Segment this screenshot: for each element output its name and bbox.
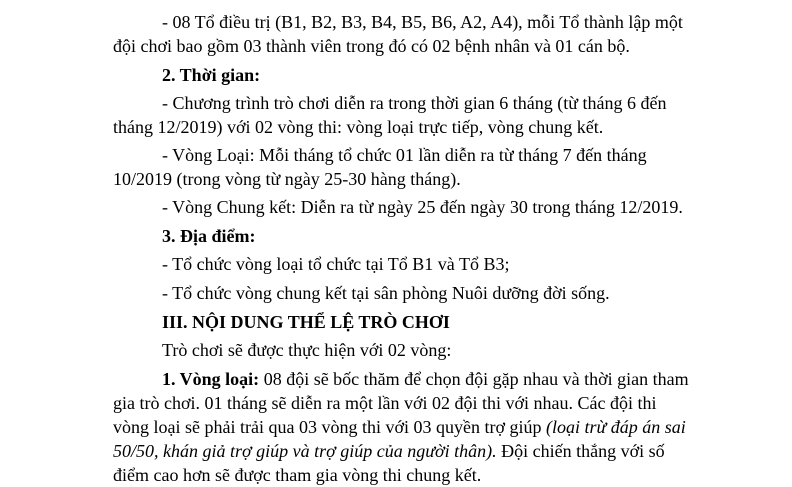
round1-line-3 [113,415,686,439]
heading-rules: III. NỘI DUNG THỂ LỆ TRÒ CHƠI [162,312,450,332]
round1-line-4-text: Đội chiến thắng với số [496,441,665,461]
teams-line-1: - 08 Tổ điều trị (B1, B2, B3, B4, B5, B6, A2, A4), mỗi Tổ thành lập một [162,12,683,32]
round1-label: 1. Vòng loại: [162,369,260,389]
round1-line-1 [162,367,689,391]
round1-line-1-text: 08 đội sẽ bốc thăm để chọn đội gặp nhau và thời gian tham [259,369,689,389]
qualifier-line-2: 10/2019 (trong vòng từ ngày 25-30 hàng tháng). [113,169,461,189]
teams-line-2: đội chơi bao gồm 03 thành viên trong đó có 02 bệnh nhân và 01 cán bộ. [113,36,630,56]
final-round-line: - Vòng Chung kết: Diễn ra từ ngày 25 đến ngày 30 trong tháng 12/2019. [162,197,683,217]
intro-line: Trò chơi sẽ được thực hiện với 02 vòng: [162,340,452,360]
round1-line-4-italic: 50/50, khán giả trợ giúp và trợ giúp của người thân). [113,441,497,461]
qualifier-line-1: - Vòng Loại: Mỗi tháng tổ chức 01 lần diễn ra từ tháng 7 đến tháng [162,145,647,165]
heading-time: 2. Thời gian: [162,65,261,85]
round1-line-4 [113,439,665,463]
program-line-1: - Chương trình trò chơi diễn ra trong thời gian 6 tháng (từ tháng 6 đến [162,93,667,113]
program-line-2: tháng 12/2019) với 02 vòng thi: vòng loại trực tiếp, vòng chung kết. [113,117,604,137]
heading-location: 3. Địa điểm: [162,226,256,246]
round1-line-3-text: vòng loại sẽ phải trải qua 03 vòng thi với 03 quyền trợ giúp [113,417,546,437]
location-line-2: - Tổ chức vòng chung kết tại sân phòng Nuôi dưỡng đời sống. [162,283,610,303]
round1-line-2: gia trò chơi. 01 tháng sẽ diễn ra một lần với 02 đội thi với nhau. Các đội thi [113,393,657,413]
round1-line-5: điểm cao hơn sẽ được tham gia vòng thi chung kết. [113,465,482,485]
round1-line-3-italic: (loại trừ đáp án sai [545,417,686,437]
location-line-1: - Tổ chức vòng loại tổ chức tại Tổ B1 và Tổ B3; [162,254,510,274]
